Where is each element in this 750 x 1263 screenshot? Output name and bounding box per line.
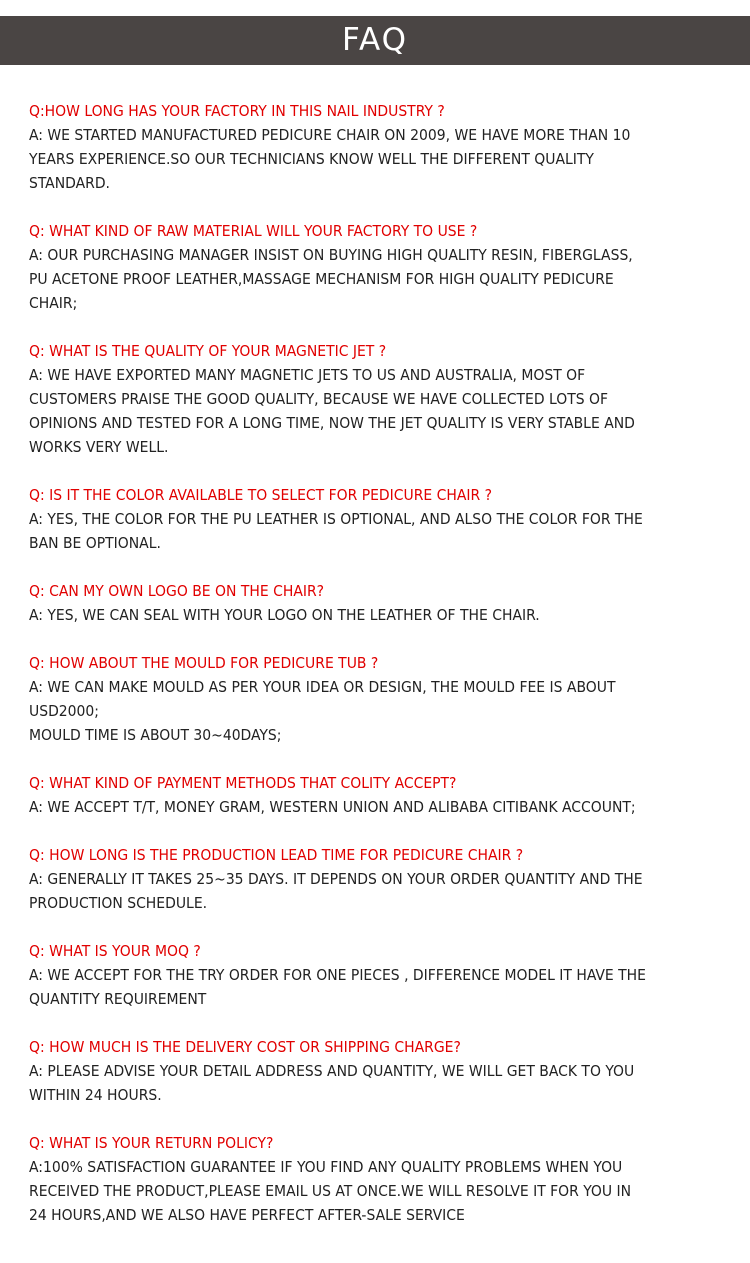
faq-answer-line: A: PLEASE ADVISE YOUR DETAIL ADDRESS AND QUANTITY, WE WILL GET BACK TO YOU bbox=[29, 1062, 635, 1080]
faq-question: Q: WHAT KIND OF PAYMENT METHODS THAT COLITY ACCEPT? bbox=[29, 774, 457, 792]
faq-answer-line: CUSTOMERS PRAISE THE GOOD QUALITY, BECAUSE WE HAVE COLLECTED LOTS OF bbox=[29, 390, 609, 408]
faq-question: Q: IS IT THE COLOR AVAILABLE TO SELECT FOR PEDICURE CHAIR ? bbox=[29, 486, 493, 504]
faq-question: Q: WHAT KIND OF RAW MATERIAL WILL YOUR FACTORY TO USE ? bbox=[29, 222, 478, 240]
faq-answer-line: A: OUR PURCHASING MANAGER INSIST ON BUYING HIGH QUALITY RESIN, FIBERGLASS, bbox=[29, 246, 633, 264]
faq-item bbox=[29, 579, 729, 627]
faq-answer-line: A: WE HAVE EXPORTED MANY MAGNETIC JETS TO US AND AUSTRALIA, MOST OF bbox=[29, 366, 586, 384]
faq-question: Q: HOW ABOUT THE MOULD FOR PEDICURE TUB ? bbox=[29, 654, 379, 672]
faq-answer-line: A: WE STARTED MANUFACTURED PEDICURE CHAIR ON 2009, WE HAVE MORE THAN 10 bbox=[29, 126, 631, 144]
faq-question: Q: WHAT IS YOUR MOQ ? bbox=[29, 942, 201, 960]
faq-item bbox=[29, 99, 729, 195]
faq-answer-line: OPINIONS AND TESTED FOR A LONG TIME, NOW THE JET QUALITY IS VERY STABLE AND bbox=[29, 414, 635, 432]
faq-answer-line: A: WE ACCEPT T/T, MONEY GRAM, WESTERN UNION AND ALIBABA CITIBANK ACCOUNT; bbox=[29, 798, 636, 816]
faq-answer-line: A: WE CAN MAKE MOULD AS PER YOUR IDEA OR DESIGN, THE MOULD FEE IS ABOUT bbox=[29, 678, 616, 696]
page-title: FAQ bbox=[341, 22, 409, 58]
faq-question: Q: HOW LONG IS THE PRODUCTION LEAD TIME FOR PEDICURE CHAIR ? bbox=[29, 846, 524, 864]
faq-item bbox=[29, 651, 729, 747]
faq-answer-line: MOULD TIME IS ABOUT 30~40DAYS; bbox=[29, 726, 282, 744]
faq-answer-line: YEARS EXPERIENCE.SO OUR TECHNICIANS KNOW WELL THE DIFFERENT QUALITY bbox=[29, 150, 594, 168]
faq-answer-line: A: WE ACCEPT FOR THE TRY ORDER FOR ONE PIECES , DIFFERENCE MODEL IT HAVE THE bbox=[29, 966, 646, 984]
faq-item bbox=[29, 1131, 729, 1227]
faq-answer-line: A: GENERALLY IT TAKES 25~35 DAYS. IT DEPENDS ON YOUR ORDER QUANTITY AND THE bbox=[29, 870, 643, 888]
faq-answer-line: 24 HOURS,AND WE ALSO HAVE PERFECT AFTER-SALE SERVICE bbox=[29, 1206, 465, 1224]
faq-answer-line: PU ACETONE PROOF LEATHER,MASSAGE MECHANISM FOR HIGH QUALITY PEDICURE bbox=[29, 270, 614, 288]
faq-answer-line: STANDARD. bbox=[29, 174, 110, 192]
faq-item bbox=[29, 771, 729, 819]
faq-answer-line: BAN BE OPTIONAL. bbox=[29, 534, 161, 552]
faq-item bbox=[29, 1035, 729, 1107]
faq-answer-line: PRODUCTION SCHEDULE. bbox=[29, 894, 208, 912]
faq-answer-line: A:100% SATISFACTION GUARANTEE IF YOU FIND ANY QUALITY PROBLEMS WHEN YOU bbox=[29, 1158, 623, 1176]
faq-answer-line: WITHIN 24 HOURS. bbox=[29, 1086, 162, 1104]
faq-list bbox=[29, 99, 729, 1227]
faq-answer-line: WORKS VERY WELL. bbox=[29, 438, 169, 456]
faq-answer-line: RECEIVED THE PRODUCT,PLEASE EMAIL US AT ONCE.WE WILL RESOLVE IT FOR YOU IN bbox=[29, 1182, 632, 1200]
faq-item bbox=[29, 843, 729, 915]
faq-item bbox=[29, 939, 729, 1011]
faq-question: Q: CAN MY OWN LOGO BE ON THE CHAIR? bbox=[29, 582, 325, 600]
faq-question: Q: WHAT IS YOUR RETURN POLICY? bbox=[29, 1134, 274, 1152]
faq-item bbox=[29, 483, 729, 555]
faq-item bbox=[29, 339, 729, 459]
faq-question: Q: WHAT IS THE QUALITY OF YOUR MAGNETIC JET ? bbox=[29, 342, 387, 360]
faq-answer-line: A: YES, WE CAN SEAL WITH YOUR LOGO ON THE LEATHER OF THE CHAIR. bbox=[29, 606, 540, 624]
faq-header-bar bbox=[0, 16, 750, 65]
faq-item bbox=[29, 219, 729, 315]
faq-answer-line: USD2000; bbox=[29, 702, 99, 720]
faq-question: Q: HOW MUCH IS THE DELIVERY COST OR SHIPPING CHARGE? bbox=[29, 1038, 461, 1056]
faq-answer-line: A: YES, THE COLOR FOR THE PU LEATHER IS OPTIONAL, AND ALSO THE COLOR FOR THE bbox=[29, 510, 643, 528]
faq-question: Q:HOW LONG HAS YOUR FACTORY IN THIS NAIL INDUSTRY ? bbox=[29, 102, 445, 120]
faq-answer-line: QUANTITY REQUIREMENT bbox=[29, 990, 207, 1008]
faq-answer-line: CHAIR; bbox=[29, 294, 78, 312]
